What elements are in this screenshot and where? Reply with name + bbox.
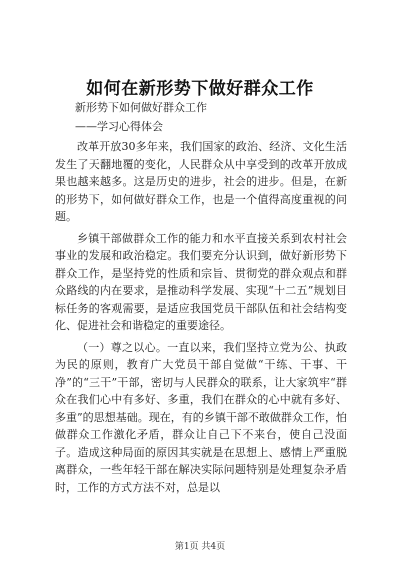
document-body [55, 138, 347, 500]
paragraph: （一）尊之以心。一直以来，我们坚持立党为公、执政为民的原则，教育广大党员干部自觉做“干练、干事、干净”的“三干”干部，密切与人民群众的联系，让大家筑牢“群众在我们心中有多好、多重，我们在群众的心中就有多好、多重”的思想基础。现在，有的乡镇干部不敢做群众工作，怕做群众工作激化矛盾，群众让自己下不来台，使自己没面子。造成这种局面的原因其实就是在思想上、感情上严重脱离群众，一些年轻干部在解决实际问题特别是处理复杂矛盾时，工作的方式方法不对，总是以 [55, 340, 347, 494]
paragraph: 改革开放30多年来，我们国家的政治、经济、文化生活发生了天翻地覆的变化，人民群众从中享受到的改革开放成果也越来越多。这是历史的进步，社会的进步。但是，在新的形势下，如何做好群众工作，也是一个值得高度重视的问题。 [55, 140, 347, 223]
document-title: 如何在新形势下做好群众工作 [86, 79, 314, 99]
page-number: 第1页 共4页 [174, 542, 226, 552]
paragraph: 乡镇干部做群众工作的能力和水平直接关系到农村社会事业的发展和政治稳定。我们要充分认识到，做好新形势下群众工作，是坚持党的性质和宗旨、贯彻党的群众观点和群众路线的内在要求，是推动科学发展、实现“十二五”规划目标任务的客观需要，是适应我国党员干部队伍和社会结构变化、促进社会和谐稳定的重要途径。 [55, 231, 347, 332]
document-byline: ——学习心得体会 [75, 120, 163, 133]
document-subtitle: 新形势下如何做好群众工作 [75, 101, 207, 114]
